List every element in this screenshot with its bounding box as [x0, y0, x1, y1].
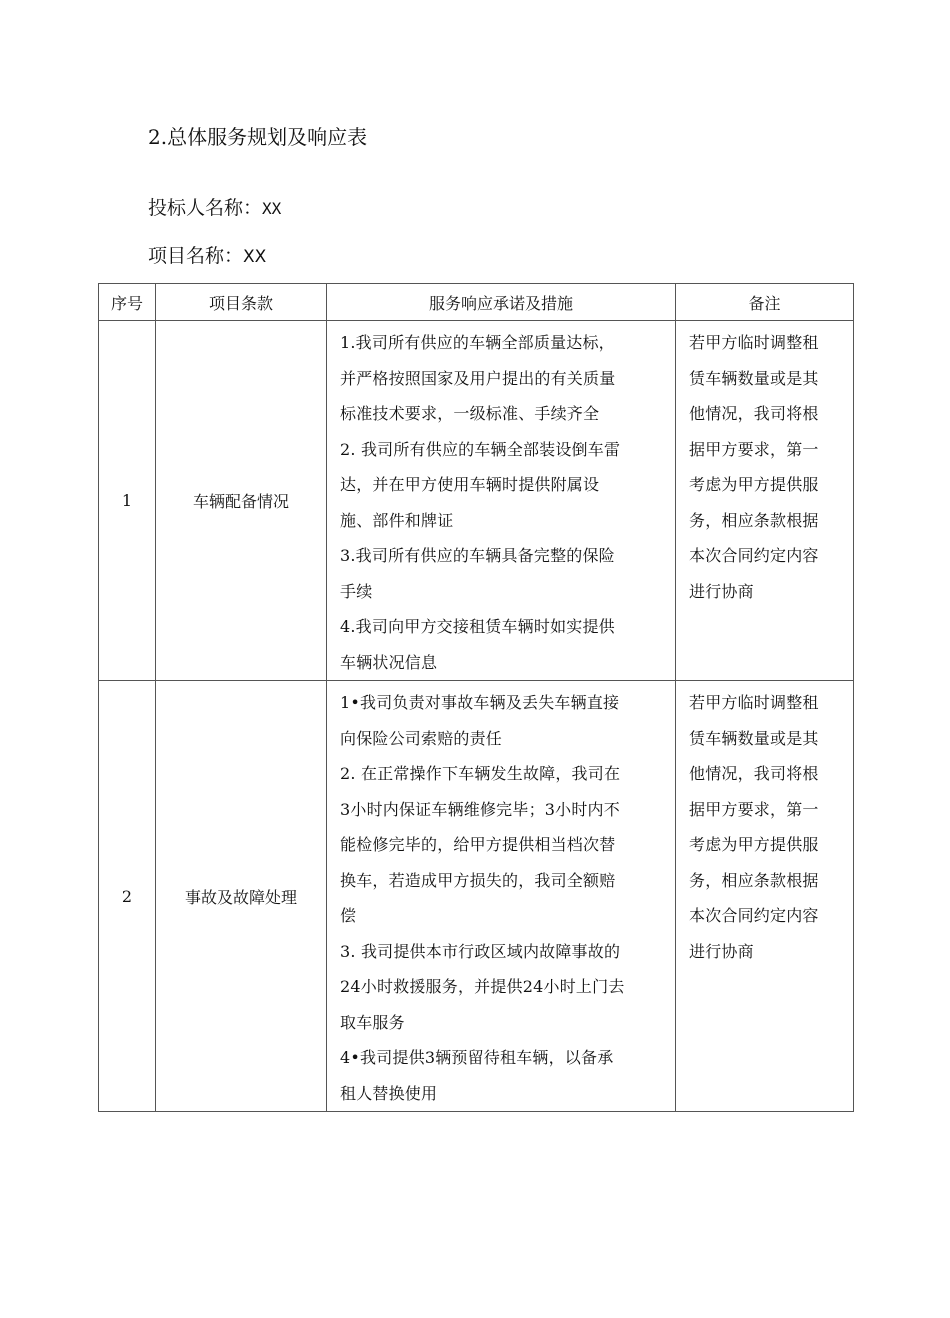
note-line: 若甲方临时调整租: [689, 693, 819, 712]
response-line: 偿: [340, 906, 357, 925]
response-line: 达，并在甲方使用车辆时提供附属设: [340, 475, 600, 494]
response-line: 2. 在正常操作下车辆发生故障，我司在: [340, 764, 621, 783]
table-row: [99, 681, 854, 1112]
note-line: 进行协商: [689, 581, 754, 601]
response-line: 向保险公司索赔的责任: [340, 728, 503, 748]
note-line: 若甲方临时调整租: [689, 333, 819, 352]
row-item-cell: 事故及故障处理: [156, 681, 327, 1112]
response-line: 并严格按照国家及用户提出的有关质量: [340, 368, 616, 388]
response-line: 标准技术要求，一级标准、手续齐全: [340, 404, 600, 423]
response-line: 1.我司所有供应的车辆全部质量达标，: [340, 333, 615, 352]
response-line: 2. 我司所有供应的车辆全部装设倒车雷: [340, 439, 621, 459]
response-line: 手续: [340, 581, 373, 601]
row-response-cell: [327, 681, 676, 1112]
row-notes-cell: [676, 681, 854, 1112]
note-line: 务，相应条款根据: [689, 870, 819, 890]
response-line: 3小时内保证车辆维修完毕；3小时内不: [340, 799, 620, 819]
row-index-cell: 2: [99, 681, 156, 1112]
note-line: 赁车辆数量或是其: [689, 368, 819, 388]
note-line: 赁车辆数量或是其: [689, 728, 819, 748]
response-line: 取车服务: [340, 1012, 405, 1032]
response-line: 施、部件和牌证: [340, 510, 454, 530]
bidder-name-value: XX: [262, 199, 282, 218]
note-line: 他情况，我司将根: [689, 764, 819, 783]
note-line: 考虑为甲方提供服: [689, 475, 819, 494]
response-line: 租人替换使用: [340, 1083, 438, 1103]
table-body: [99, 321, 854, 1112]
table-header-row: [99, 284, 854, 321]
note-line: 进行协商: [689, 941, 754, 961]
response-line: 3. 我司提供本市行政区域内故障事故的: [340, 941, 621, 961]
response-line: 4•我司提供3辆预留待租车辆，以备承: [340, 1048, 614, 1067]
response-line: 能检修完毕的，给甲方提供相当档次替: [340, 835, 616, 854]
response-line: 1•我司负责对事故车辆及丢失车辆直接: [340, 693, 620, 712]
note-line: 据甲方要求，第一: [689, 439, 819, 459]
note-line: 本次合同约定内容: [689, 906, 819, 925]
response-line: 24小时救援服务，并提供24小时上门去: [340, 977, 625, 996]
header-response: 服务响应承诺及措施: [327, 284, 676, 321]
note-line: 务，相应条款根据: [689, 510, 819, 530]
project-name-value: XX: [243, 247, 267, 267]
document-heading: 2.总体服务规划及响应表: [148, 125, 368, 149]
note-line: 据甲方要求，第一: [689, 799, 819, 819]
response-line: 4.我司向甲方交接租赁车辆时如实提供: [340, 617, 615, 636]
note-line: 本次合同约定内容: [689, 546, 819, 565]
header-index: 序号: [99, 284, 156, 321]
response-line: 车辆状况信息: [340, 652, 438, 672]
table-row: [99, 321, 854, 681]
response-line: 换车，若造成甲方损失的，我司全额赔: [340, 870, 616, 890]
project-name-line: [148, 243, 266, 270]
project-name-label: 项目名称：: [148, 245, 244, 267]
header-item: 项目条款: [156, 284, 327, 321]
bidder-name-line: [148, 195, 281, 222]
note-line: 他情况，我司将根: [689, 404, 819, 423]
service-response-table: [98, 283, 854, 1112]
row-index-cell: 1: [99, 321, 156, 681]
header-notes: 备注: [676, 284, 854, 321]
row-notes-cell: [676, 321, 854, 681]
response-line: 3.我司所有供应的车辆具备完整的保险: [340, 546, 615, 565]
bidder-name-label: 投标人名称：: [148, 197, 263, 219]
note-line: 考虑为甲方提供服: [689, 835, 819, 854]
row-item-cell: 车辆配备情况: [156, 321, 327, 681]
row-response-cell: [327, 321, 676, 681]
